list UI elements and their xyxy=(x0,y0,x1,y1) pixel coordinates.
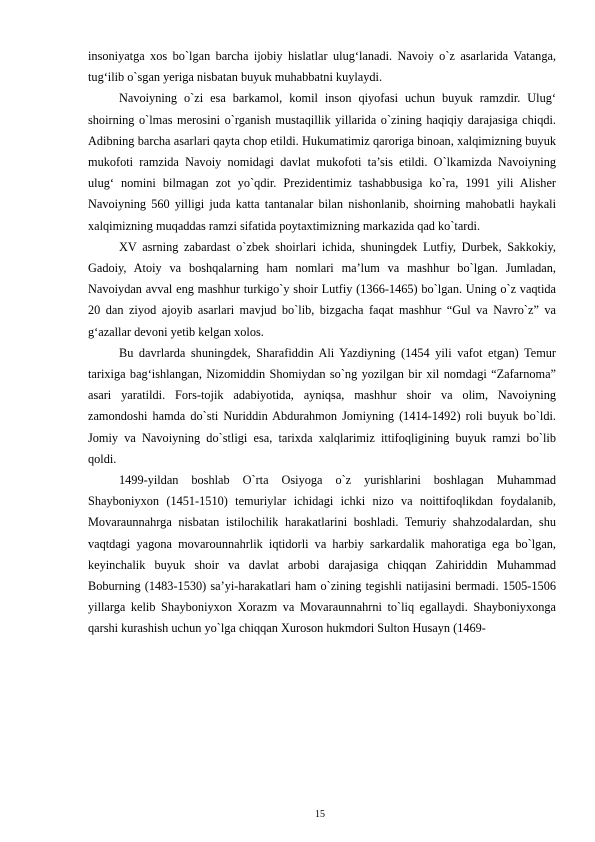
paragraph-3: XV asrning zabardast o`zbek shoirlari ichida, shuningdek Lutfiy, Durbek, Sakkokiy, Gadoiy, Atoiy va boshqalarning ham nomlari ma’lum va mashhur bo`lgan. Jumladan, Navoiydan avval eng mashhur turkigo`y shoir Lutfiy (1366-1465) bo`lgan. Uning o`z vaqtida 20 dan ziyod ajoyib asarlari mavjud bo`lib, bizgacha faqat mashhur “Gul va Navro`z” va g‘azallar devoni yetib kelgan xolos. xyxy=(88,239,556,339)
page-number: 15 xyxy=(315,809,325,820)
paragraph-4: Bu davrlarda shuningdek, Sharafiddin Ali Yazdiyning (1454 yili vafot etgan) Temur tarixiga bag‘ishlangan, Nizomiddin Shomiydan so`ng yozilgan bir xil nomdagi “Zafarnoma” asari yaratildi. Fors-tojik adabiyotida, ayniqsa, mashhur shoir va olim, Navoiyning zamondoshi hamda do`sti Nuriddin Abdurahmon Jomiyning (1414-1492) roli buyuk bo`ldi. Jomiy va Navoiyning do`stligi esa, tarixda xalqlarimiz ittifoqligining buyuk ramzi bo`lib qoldi. xyxy=(88,345,556,466)
paragraph-1: insoniyatga xos bo`lgan barcha ijobiy hislatlar ulug‘lanadi. Navoiy o`z asarlarida Vatanga, tug‘ilib o`sgan yeriga nisbatan buyuk muhabbatni kuylaydi. xyxy=(88,49,556,85)
paragraph-5: 1499-yildan boshlab O`rta Osiyoga o`z yurishlarini boshlagan Muhammad Shayboniyxon (1451-1510) temuriylar ichidagi ichki nizo va noittifoqlikdan foydalanib, Movaraunnahrga nisbatan istilochilik harakatlarini boshladi. Temuriy shahzodalardan, shu vaqtdagi yagona movarounnahrlik iqtidorli va harbiy sarkardalik mahoratiga ega bo`lgan, keyinchalik buyuk shoir va davlat arbobi darajasiga chiqqan Zahiriddin Muhammad Boburning (1483-1530) sa’yi-harakatlari ham o`zining tegishli natijasini bermadi. 1505-1506 yillarga kelib Shayboniyxon Xorazm va Movaraunnahrni to`liq egallaydi. Shayboniyxonga qarshi kurashish uchun yo`lga chiqqan Xuroson hukmdori Sulton Husayn (1469- xyxy=(88,473,556,636)
document-page xyxy=(88,46,556,640)
paragraph-2: Navoiyning o`zi esa barkamol, komil inson qiyofasi uchun buyuk ramzdir. Ulug‘ shoirning o`lmas merosini o`rganish mustaqillik yillarida o`zining haqiqiy darajasiga chiqdi. Adibning barcha asarlari qayta chop etildi. Hukumatimiz qaroriga binoan, xalqimizning buyuk mukofoti ramzida Navoiy nomidagi davlat mukofoti ta’sis etildi. O`lkamizda Navoiyning ulug‘ nomini bilmagan zot yo`qdir. Prezidentimiz tashabbusiga ko`ra, 1991 yili Alisher Navoiyning 560 yilligi juda katta tantanalar bilan nishonlanib, shoirning mahobatli haykali xalqimizning muqaddas ramzi sifatida poytaxtimizning markazida qad ko`tardi. xyxy=(88,91,556,233)
